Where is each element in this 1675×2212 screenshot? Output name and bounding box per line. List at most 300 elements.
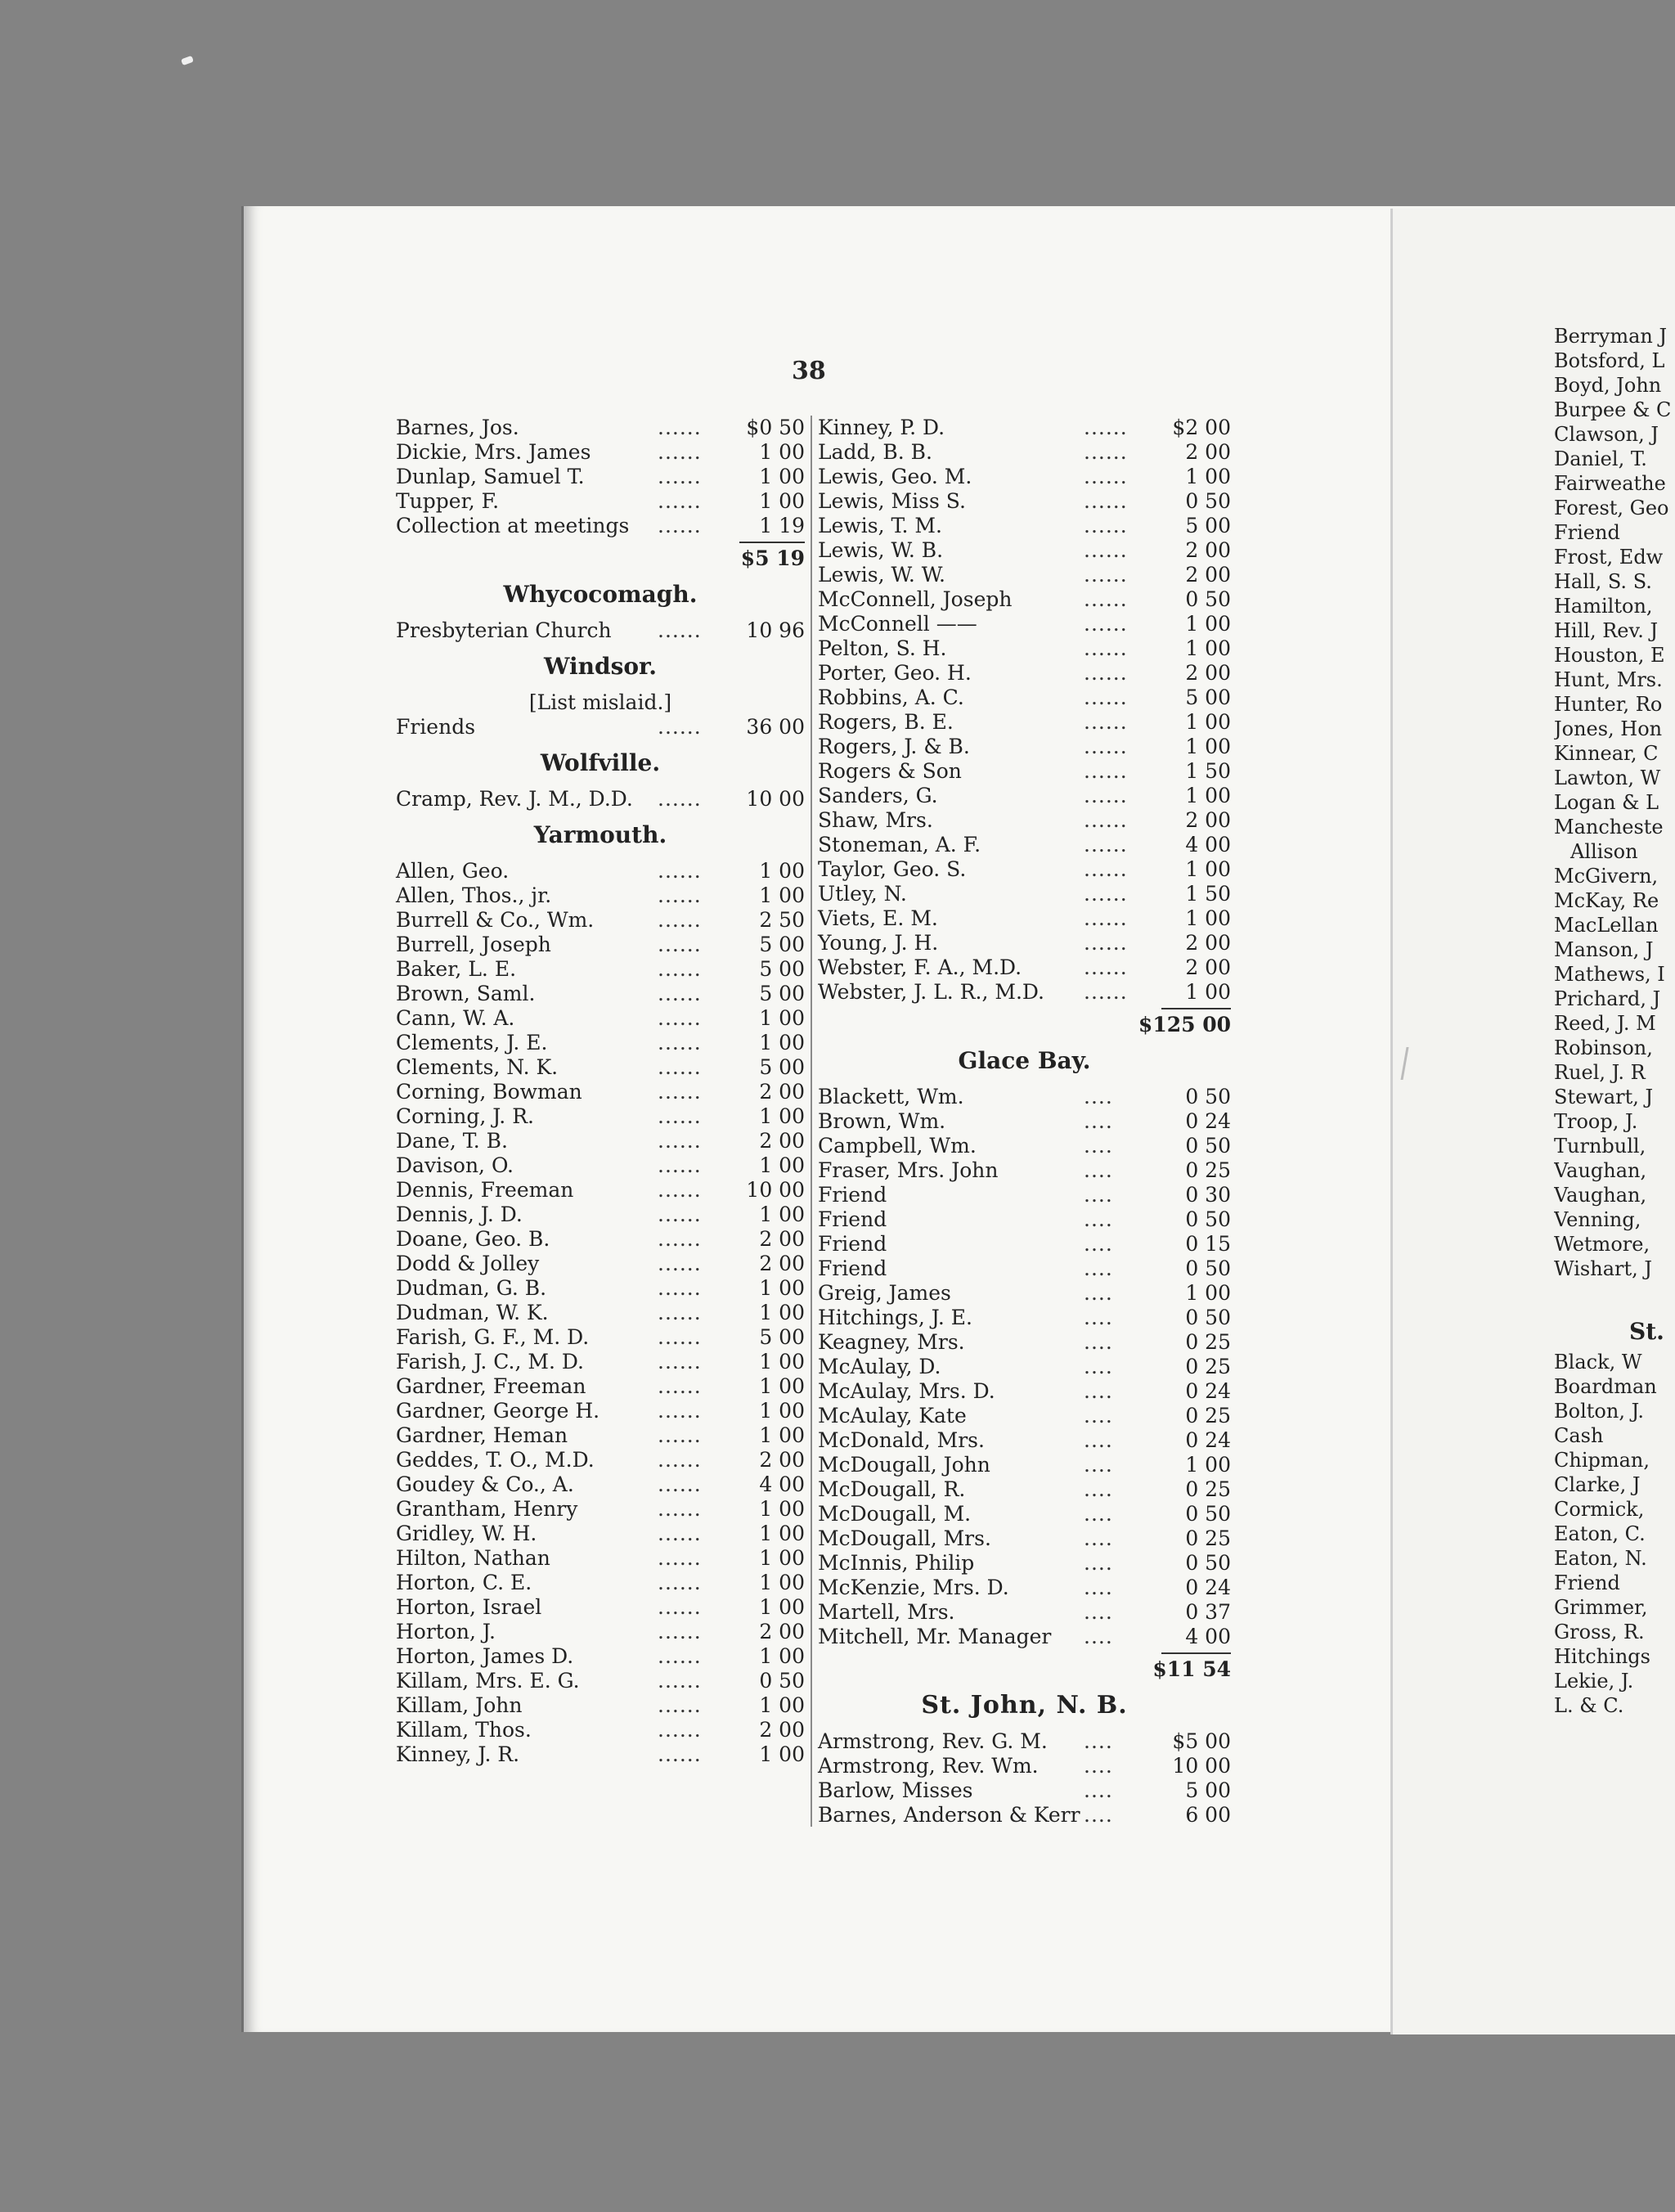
donation-row xyxy=(818,416,1231,440)
donor-name: Stoneman, A. F. xyxy=(818,833,981,856)
dot-leader: ...... xyxy=(658,1718,702,1742)
donation-amount: 2 50 xyxy=(759,908,805,932)
donor-name-fragment: Clawson, J xyxy=(1554,423,1659,446)
donation-row xyxy=(818,1576,1231,1600)
donor-name: Lewis, Miss S. xyxy=(818,489,966,513)
donor-name: Ladd, B. B. xyxy=(818,440,932,464)
donation-amount: 5 00 xyxy=(1185,514,1231,537)
section-heading-fragment: St. xyxy=(1629,1318,1664,1345)
dot-leader: ...... xyxy=(658,1399,702,1423)
dot-leader: .... xyxy=(1084,1404,1113,1427)
donor-name: Horton, Israel xyxy=(396,1595,542,1619)
donation-amount: 0 50 xyxy=(1185,1207,1231,1231)
donation-row xyxy=(396,1227,805,1252)
donation-row xyxy=(396,982,805,1006)
donor-name: Corning, Bowman xyxy=(396,1080,582,1104)
donor-name: Lewis, W. W. xyxy=(818,563,946,587)
donation-row xyxy=(818,1257,1231,1281)
donation-amount: 4 00 xyxy=(1185,833,1231,856)
donation-amount: 1 00 xyxy=(759,465,805,488)
donation-amount: 1 00 xyxy=(759,1742,805,1766)
dot-leader: ...... xyxy=(1084,661,1128,685)
donor-name: Doane, Geo. B. xyxy=(396,1227,550,1251)
donor-name-fragment: Hitchings xyxy=(1554,1645,1650,1668)
donation-amount: 1 00 xyxy=(759,489,805,513)
donor-name: Brown, Wm. xyxy=(818,1109,946,1133)
donation-amount: 1 00 xyxy=(759,1031,805,1054)
donation-amount: 0 25 xyxy=(1185,1526,1231,1550)
donation-row xyxy=(818,1207,1231,1232)
dot-leader: .... xyxy=(1084,1085,1113,1108)
donor-name-fragment: Boardman xyxy=(1554,1375,1657,1398)
dot-leader: ...... xyxy=(1084,710,1128,734)
dot-leader: ...... xyxy=(658,715,702,739)
donor-name: Allen, Thos., jr. xyxy=(396,883,552,907)
donor-name: Fraser, Mrs. John xyxy=(818,1158,999,1182)
donor-name: Robbins, A. C. xyxy=(818,686,964,709)
donation-row xyxy=(396,1153,805,1178)
donor-name-fragment: Logan & L xyxy=(1554,791,1659,814)
total-amount: $125 00 xyxy=(1138,1013,1231,1036)
donor-name: McAulay, Mrs. D. xyxy=(818,1379,995,1403)
donation-row xyxy=(818,489,1231,514)
donor-name: McInnis, Philip xyxy=(818,1551,975,1575)
donor-name-fragment: Ruel, J. R xyxy=(1554,1061,1646,1084)
donation-row xyxy=(396,1718,805,1742)
donor-name-fragment: Vaughan, xyxy=(1554,1184,1647,1207)
donation-amount: 1 00 xyxy=(1185,980,1231,1004)
dot-leader: .... xyxy=(1084,1306,1113,1329)
donation-amount: 1 00 xyxy=(759,1153,805,1177)
dot-leader: ...... xyxy=(658,1620,702,1643)
dot-leader: .... xyxy=(1084,1502,1113,1526)
donor-name-fragment: Black, W xyxy=(1554,1351,1642,1374)
donation-amount: 0 50 xyxy=(1185,1085,1231,1108)
donation-amount: 5 00 xyxy=(759,933,805,956)
dot-leader: .... xyxy=(1084,1158,1113,1182)
donation-amount: 1 00 xyxy=(759,1399,805,1423)
dot-leader: ...... xyxy=(658,1104,702,1128)
donation-amount: $5 00 xyxy=(1172,1729,1231,1753)
donation-amount: 0 25 xyxy=(1185,1477,1231,1501)
donor-name: Barnes, Anderson & Kerr xyxy=(818,1803,1080,1827)
donor-name: Corning, J. R. xyxy=(396,1104,534,1128)
dot-leader: ...... xyxy=(1084,587,1128,611)
dot-leader: ...... xyxy=(658,1031,702,1054)
section-heading: Windsor. xyxy=(544,653,657,680)
donation-amount: 4 00 xyxy=(759,1472,805,1496)
donor-name-fragment: Boyd, John xyxy=(1554,374,1662,397)
donor-name: Dudman, G. B. xyxy=(396,1276,547,1300)
donor-name: Kinney, J. R. xyxy=(396,1742,520,1766)
donation-amount: 1 00 xyxy=(1185,735,1231,758)
donation-amount: 0 24 xyxy=(1185,1428,1231,1452)
donor-name: Killam, Mrs. E. G. xyxy=(396,1669,580,1693)
total-rule xyxy=(818,1005,1231,1013)
donation-row xyxy=(396,514,805,538)
donor-name-fragment: Daniel, T. xyxy=(1554,447,1647,470)
donor-name-fragment: Turnbull, xyxy=(1554,1135,1646,1158)
donation-row xyxy=(396,440,805,465)
donation-row xyxy=(818,1085,1231,1109)
donation-row xyxy=(396,1080,805,1104)
donation-amount: 1 00 xyxy=(1185,612,1231,636)
dot-leader: ...... xyxy=(658,514,702,537)
donation-row xyxy=(396,859,805,883)
donation-row xyxy=(818,612,1231,636)
donation-amount: 1 00 xyxy=(759,1203,805,1226)
dot-leader: ...... xyxy=(658,1080,702,1104)
donation-row xyxy=(396,1252,805,1276)
donor-name: Dunlap, Samuel T. xyxy=(396,465,585,488)
donation-row xyxy=(818,661,1231,686)
dot-leader: ...... xyxy=(658,1693,702,1717)
donation-row xyxy=(396,1522,805,1546)
donation-row xyxy=(818,1379,1231,1404)
total-row xyxy=(396,546,805,571)
donation-amount: 10 00 xyxy=(746,1178,805,1202)
column-divider xyxy=(811,416,812,1827)
donor-name: Barnes, Jos. xyxy=(396,416,519,439)
donor-name-fragment: Chipman, xyxy=(1554,1449,1650,1472)
donation-row xyxy=(396,1350,805,1374)
donor-name: Goudey & Co., A. xyxy=(396,1472,574,1496)
dot-leader: ...... xyxy=(658,1325,702,1349)
donor-name-fragment: Mathews, I xyxy=(1554,963,1665,986)
dot-leader: ...... xyxy=(1084,931,1128,955)
donation-row xyxy=(818,833,1231,857)
donor-name-fragment: Eaton, C. xyxy=(1554,1522,1646,1545)
donor-name: Killam, John xyxy=(396,1693,523,1717)
dot-leader: ...... xyxy=(658,1742,702,1766)
donation-amount: 1 00 xyxy=(759,1423,805,1447)
donation-row xyxy=(818,1600,1231,1625)
donation-row xyxy=(818,1232,1231,1257)
donation-row xyxy=(818,440,1231,465)
donor-name: Friends xyxy=(396,715,476,739)
donation-row xyxy=(818,1625,1231,1649)
dot-leader: ...... xyxy=(1084,857,1128,881)
donation-amount: 0 25 xyxy=(1185,1158,1231,1182)
donor-name-fragment: Hall, S. S. xyxy=(1554,570,1652,593)
donor-name: McAulay, D. xyxy=(818,1355,941,1378)
donation-row xyxy=(396,489,805,514)
dot-leader: .... xyxy=(1084,1183,1113,1207)
donation-row xyxy=(818,1502,1231,1526)
donor-name-fragment: Robinson, xyxy=(1554,1036,1653,1059)
donor-name-fragment: Cash xyxy=(1554,1424,1604,1447)
donation-amount: 0 24 xyxy=(1185,1379,1231,1403)
donor-name: Gardner, Freeman xyxy=(396,1374,586,1398)
dot-leader: ...... xyxy=(658,618,702,642)
donor-name: Taylor, Geo. S. xyxy=(818,857,967,881)
donation-row xyxy=(818,465,1231,489)
donation-row xyxy=(396,1301,805,1325)
donation-row xyxy=(818,1183,1231,1207)
dot-leader: ...... xyxy=(658,440,702,464)
donation-amount: 2 00 xyxy=(759,1620,805,1643)
donation-row xyxy=(396,908,805,933)
dot-leader: ...... xyxy=(658,1669,702,1693)
donor-name: Farish, J. C., M. D. xyxy=(396,1350,584,1374)
donation-row xyxy=(396,1546,805,1571)
donor-name: Blackett, Wm. xyxy=(818,1085,964,1108)
dot-leader: .... xyxy=(1084,1379,1113,1403)
donation-amount: 1 00 xyxy=(759,1644,805,1668)
donation-row xyxy=(818,882,1231,906)
rule-line xyxy=(739,542,805,543)
donor-name: McKenzie, Mrs. D. xyxy=(818,1576,1009,1599)
donation-amount: 0 50 xyxy=(1185,1257,1231,1280)
donation-amount: 0 50 xyxy=(1185,587,1231,611)
donor-name-fragment: Frost, Edw xyxy=(1554,546,1664,569)
donor-name: Dodd & Jolley xyxy=(396,1252,540,1275)
dot-leader: ...... xyxy=(1084,489,1128,513)
donation-row xyxy=(396,1742,805,1767)
donation-amount: 10 00 xyxy=(746,787,805,811)
total-row xyxy=(818,1013,1231,1037)
dot-leader: .... xyxy=(1084,1778,1113,1802)
left-column xyxy=(396,416,805,1767)
dot-leader: .... xyxy=(1084,1477,1113,1501)
dot-leader: ...... xyxy=(658,1350,702,1374)
donor-name-fragment: Fairweathe xyxy=(1554,472,1666,495)
donation-amount: 1 00 xyxy=(759,1497,805,1521)
donation-row xyxy=(818,1109,1231,1134)
section-heading: Glace Bay. xyxy=(958,1047,1091,1074)
donor-name: Hitchings, J. E. xyxy=(818,1306,972,1329)
donor-name-fragment: MacLellan xyxy=(1554,914,1659,937)
dot-leader: ...... xyxy=(1084,759,1128,783)
donation-row xyxy=(818,735,1231,759)
donation-row xyxy=(818,1803,1231,1828)
dot-leader: ...... xyxy=(658,489,702,513)
dot-leader: .... xyxy=(1084,1281,1113,1305)
donation-row xyxy=(396,1693,805,1718)
dot-leader: ...... xyxy=(658,465,702,488)
dot-leader: ...... xyxy=(658,1006,702,1030)
donation-row xyxy=(818,1477,1231,1502)
donation-amount: 1 00 xyxy=(759,1276,805,1300)
donor-name: Pelton, S. H. xyxy=(818,636,947,660)
dot-leader: ...... xyxy=(658,982,702,1005)
donation-amount: 0 24 xyxy=(1185,1109,1231,1133)
dot-leader: .... xyxy=(1084,1232,1113,1256)
donor-name-fragment: Botsford, L xyxy=(1554,349,1665,372)
donor-name: Presbyterian Church xyxy=(396,618,612,642)
donation-amount: 5 00 xyxy=(759,1055,805,1079)
donation-row xyxy=(396,1571,805,1595)
dot-leader: ...... xyxy=(658,787,702,811)
donation-row xyxy=(396,1104,805,1129)
donation-amount: 0 24 xyxy=(1185,1576,1231,1599)
dot-leader: ...... xyxy=(658,1055,702,1079)
dot-leader: .... xyxy=(1084,1207,1113,1231)
donation-row xyxy=(818,1778,1231,1803)
dot-leader: .... xyxy=(1084,1600,1113,1624)
donor-name: Campbell, Wm. xyxy=(818,1134,977,1158)
donor-name: Horton, James D. xyxy=(396,1644,574,1668)
donor-name: Webster, J. L. R., M.D. xyxy=(818,980,1045,1004)
donor-name: Gardner, George H. xyxy=(396,1399,600,1423)
donor-name-fragment: Allison xyxy=(1570,840,1638,863)
donation-row xyxy=(818,1281,1231,1306)
donor-name-fragment: Grimmer, xyxy=(1554,1596,1648,1619)
donation-amount: 1 00 xyxy=(759,1104,805,1128)
donation-amount: 2 00 xyxy=(759,1227,805,1251)
donor-name: Burrell & Co., Wm. xyxy=(396,908,595,932)
donor-name: McAulay, Kate xyxy=(818,1404,967,1427)
dot-leader: .... xyxy=(1084,1625,1113,1648)
dot-leader: ...... xyxy=(1084,784,1128,807)
dot-leader: ...... xyxy=(1084,808,1128,832)
donation-amount: 0 50 xyxy=(1185,1551,1231,1575)
donor-name: Friend xyxy=(818,1232,887,1256)
donation-amount: 1 00 xyxy=(759,1522,805,1545)
dot-leader: ...... xyxy=(658,957,702,981)
dot-leader: .... xyxy=(1084,1453,1113,1477)
dot-leader: ...... xyxy=(1084,416,1128,439)
dot-leader: .... xyxy=(1084,1803,1113,1827)
donor-name: Armstrong, Rev. Wm. xyxy=(818,1754,1039,1778)
donation-amount: 2 00 xyxy=(1185,661,1231,685)
dot-leader: ...... xyxy=(658,1423,702,1447)
donation-row xyxy=(818,538,1231,563)
donation-amount: 1 00 xyxy=(759,1595,805,1619)
donation-amount: 1 19 xyxy=(759,514,805,537)
donation-amount: 2 00 xyxy=(1185,808,1231,832)
section-heading: Whycocomagh. xyxy=(503,581,698,608)
donation-row xyxy=(396,1620,805,1644)
donor-name: McDougall, Mrs. xyxy=(818,1526,991,1550)
donor-name: Viets, E. M. xyxy=(818,906,938,930)
donation-amount: 2 00 xyxy=(1185,440,1231,464)
donation-row xyxy=(396,715,805,740)
donor-name: Shaw, Mrs. xyxy=(818,808,933,832)
dot-leader: ...... xyxy=(658,1178,702,1202)
donor-name: Rogers, J. & B. xyxy=(818,735,970,758)
donation-row xyxy=(818,1428,1231,1453)
donation-row xyxy=(818,931,1231,955)
donation-row xyxy=(818,1404,1231,1428)
dot-leader: .... xyxy=(1084,1330,1113,1354)
donation-row xyxy=(396,1374,805,1399)
donation-amount: 1 00 xyxy=(759,1350,805,1374)
donor-name-fragment: Lawton, W xyxy=(1554,767,1661,789)
donation-row xyxy=(396,1325,805,1350)
donation-row xyxy=(818,636,1231,661)
donation-row xyxy=(818,1330,1231,1355)
donation-row xyxy=(396,1595,805,1620)
donor-name-fragment: Hamilton, xyxy=(1554,595,1653,618)
donation-amount: 5 00 xyxy=(1185,686,1231,709)
donation-row xyxy=(396,1669,805,1693)
donation-row xyxy=(818,1551,1231,1576)
donation-row xyxy=(396,416,805,440)
donation-row xyxy=(818,906,1231,931)
donor-name: Friend xyxy=(818,1183,887,1207)
donor-name-fragment: Troop, J. xyxy=(1554,1110,1638,1133)
donor-name: Young, J. H. xyxy=(818,931,939,955)
donor-name-fragment: McKay, Re xyxy=(1554,889,1659,912)
donation-amount: 0 50 xyxy=(1185,1306,1231,1329)
rule-line xyxy=(1161,1652,1231,1654)
donor-name: Clements, J. E. xyxy=(396,1031,548,1054)
donation-row xyxy=(818,1453,1231,1477)
donation-amount: $0 50 xyxy=(746,416,805,439)
total-amount: $11 54 xyxy=(1152,1657,1231,1681)
donor-name-fragment: Gross, R. xyxy=(1554,1621,1645,1643)
donor-name: Dickie, Mrs. James xyxy=(396,440,591,464)
donation-amount: 2 00 xyxy=(759,1252,805,1275)
donation-row xyxy=(818,514,1231,538)
dot-leader: ...... xyxy=(658,859,702,883)
donor-name: Cann, W. A. xyxy=(396,1006,515,1030)
donor-name-fragment: McGivern, xyxy=(1554,865,1659,888)
dot-leader: ...... xyxy=(658,1448,702,1472)
donor-name: Keagney, Mrs. xyxy=(818,1330,965,1354)
donation-amount: 0 50 xyxy=(1185,1502,1231,1526)
donor-name: Rogers & Son xyxy=(818,759,962,783)
donation-amount: 0 37 xyxy=(1185,1600,1231,1624)
section-note: [List mislaid.] xyxy=(528,690,672,714)
donation-amount: 1 00 xyxy=(759,1374,805,1398)
donation-amount: 1 00 xyxy=(759,1006,805,1030)
donation-row xyxy=(396,1399,805,1423)
donation-amount: 2 00 xyxy=(1185,955,1231,979)
donation-amount: 2 00 xyxy=(759,1718,805,1742)
donor-name-fragment: Jones, Hon xyxy=(1554,717,1663,740)
donation-amount: 4 00 xyxy=(1185,1625,1231,1648)
dot-leader: ...... xyxy=(1084,612,1128,636)
donor-name-fragment: Hunter, Ro xyxy=(1554,693,1663,716)
donation-row xyxy=(396,1178,805,1203)
donor-name: Dane, T. B. xyxy=(396,1129,508,1153)
donor-name: Cramp, Rev. J. M., D.D. xyxy=(396,787,633,811)
donation-row xyxy=(818,955,1231,980)
dot-leader: ...... xyxy=(658,1595,702,1619)
donation-row xyxy=(818,1729,1231,1754)
dot-leader: ...... xyxy=(658,1276,702,1300)
donation-amount: 5 00 xyxy=(759,982,805,1005)
donation-row xyxy=(396,1129,805,1153)
donation-amount: 0 25 xyxy=(1185,1404,1231,1427)
donation-amount: 0 50 xyxy=(759,1669,805,1693)
donation-row xyxy=(818,1355,1231,1379)
donor-name-fragment: Venning, xyxy=(1554,1208,1641,1231)
scan-mark xyxy=(181,56,194,65)
donor-name: Kinney, P. D. xyxy=(818,416,945,439)
dot-leader: .... xyxy=(1084,1754,1113,1778)
dot-leader: ...... xyxy=(1084,538,1128,562)
page-number: 38 xyxy=(792,357,826,385)
donation-row xyxy=(396,1276,805,1301)
total-rule xyxy=(818,1649,1231,1657)
donor-name: Martell, Mrs. xyxy=(818,1600,955,1624)
donation-amount: 0 25 xyxy=(1185,1355,1231,1378)
dot-leader: ...... xyxy=(658,1301,702,1324)
dot-leader: ...... xyxy=(658,908,702,932)
dot-leader: .... xyxy=(1084,1729,1113,1753)
donation-amount: 0 30 xyxy=(1185,1183,1231,1207)
dot-leader: ...... xyxy=(658,1497,702,1521)
donation-amount: 1 00 xyxy=(1185,784,1231,807)
donation-amount: 6 00 xyxy=(1185,1803,1231,1827)
donation-row xyxy=(818,784,1231,808)
donor-name: Lewis, W. B. xyxy=(818,538,944,562)
donation-amount: 1 00 xyxy=(1185,857,1231,881)
donation-amount: 1 00 xyxy=(1185,710,1231,734)
